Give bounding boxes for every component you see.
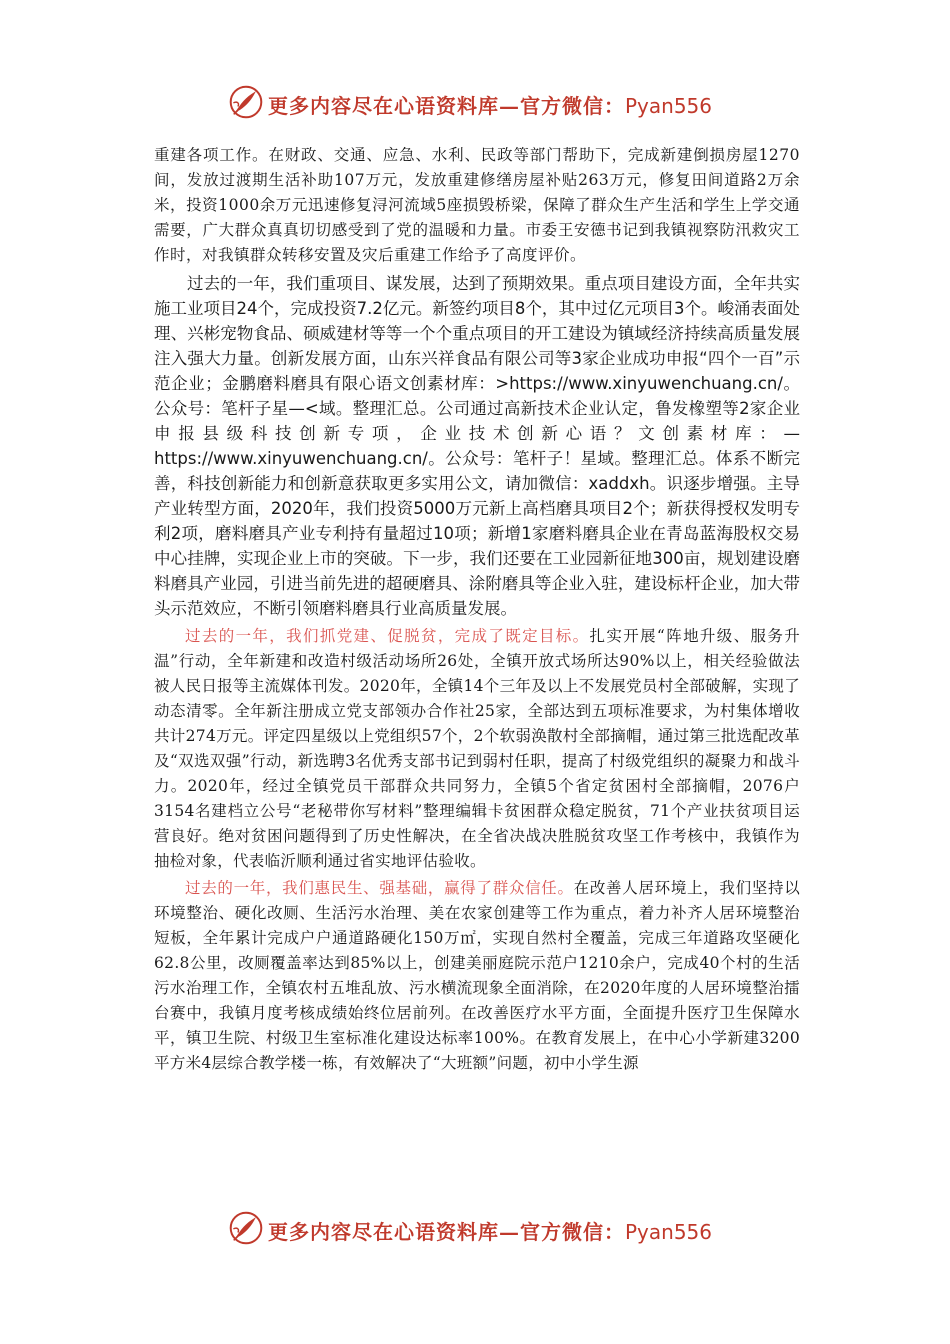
paragraph-1: 重建各项工作。在财政、交通、应急、水利、民政等部门帮助下，完成新建倒损房屋1270间，发放过渡期生活补助107万元，发放重建修缮房屋补贴263万元，修复田间道路2万余米，投资1000余万元迅速修复浔河流域5座损毁桥梁，保障了群众生产生活和学生上学交通需要，广大群众真真切切感受到了党的温暖和力量。市委王安德书记到我镇视察防汛救灾工作时，对我镇群众转移安置及灾后重建工作给予了高度评价。 [154, 146, 800, 264]
footer-banner-text: 更多内容尽在心语资料库—官方微信：Pyan556 [268, 1219, 713, 1244]
header-wechat-id: Pyan556 [625, 93, 713, 118]
quill-pen-icon [228, 1210, 264, 1250]
paragraph-3 [154, 624, 800, 874]
paragraph-4-body: 在改善人居环境上，我们坚持以环境整治、硬化改厕、生活污水治理、美在农家创建等工作为重点，着力补齐人居环境整治短板，全年累计完成户户通道路硬化150万㎡，实现自然村全覆盖，完成三年道路攻坚硬化62.8公里，改厕覆盖率达到85%以上，创建美丽庭院示范户1210余户，完成40个村的生活污水治理工作，全镇农村五堆乱放、污水横流现象全面消除，在2020年度的人居环境整治擂台赛中，我镇月度考核成绩始终位居前列。在改善医疗水平方面，全面提升医疗卫生保障水平，镇卫生院、村级卫生室标准化建设达标率100%。在教育发展上，在中心小学新建3200平方米4层综合教学楼一栋，有效解决了“大班额”问题，初中小学生源 [154, 879, 801, 1072]
paragraph-2: 过去的一年，我们重项目、谋发展，达到了预期效果。重点项目建设方面，全年共实施工业项目24个，完成投资7.2亿元。新签约项目8个，其中过亿元项目3个。峻涌表面处理、兴彬宠物食品、硕威建材等等一个个重点项目的开工建设为镇域经济持续高质量发展注入强大力量。创新发展方面，山东兴祥食品有限公司等3家企业成功申报“四个一百”示范企业；金鹏磨料磨具有限心语文创素材库：>https://www.xinyuwenchuang.cn/。公众号：笔杆子星—<域。整理汇总。公司通过高新技术企业认定，鲁发橡塑等2家企业申报县级科技创新专项，企业技术创新心语？文创素材库：—https://www.xinyuwenchuang.cn/。公众号：笔杆子！星域。整理汇总。体系不断完善，科技创新能力和创新意获取更多实用公文，请加微信：xaddxh。识逐步增强。主导产业转型方面，2020年，我们投资5000万元新上高档磨具项目2个；新获得授权发明专利2项，磨料磨具产业专利持有量超过10项；新增1家磨料磨具企业在青岛蓝海股权交易中心挂牌，实现企业上市的突破。下一步，我们还要在工业园新征地300亩，规划建设磨料磨具产业园，引进当前先进的超硬磨具、涂附磨具等企业入驻，建设标杆企业，加大带头示范效应，不断引领磨料磨具行业高质量发展。 [154, 274, 800, 618]
paragraph-3-body: 扎实开展“阵地升级、服务升温”行动，全年新建和改造村级活动场所26处，全镇开放式场所达90%以上，相关经验做法被人民日报等主流媒体刊发。2020年，全镇14个三年及以上不发展党员村全部破解，实现了动态清零。全年新注册成立党支部领办合作社25家，全部达到五项标准要求，为村集体增收共计274万元。评定四星级以上党组织57个，2个软弱涣散村全部摘帽，通过第三批选配改革及“双选双强”行动，新选聘3名优秀支部书记到弱村任职，提高了村级党组织的凝聚力和战斗力。2020年，经过全镇党员干部群众共同努力，全镇5个省定贫困村全部摘帽，2076户3154名建档立公号“老秘带你写材料”整理编辑卡贫困群众稳定脱贫，71个产业扶贫项目运营良好。绝对贫困问题得到了历史性解决，在全省决战决胜脱贫攻坚工作考核中，我镇作为抽检对象，代表临沂顺利通过省实地评估验收。 [154, 627, 800, 870]
document-body [154, 143, 800, 1076]
quill-pen-icon [228, 84, 264, 124]
paragraph-3-lead: 过去的一年，我们抓党建、促脱贫，完成了既定目标。 [185, 627, 590, 645]
footer-wechat-id: Pyan556 [625, 1219, 713, 1244]
header-banner-text: 更多内容尽在心语资料库—官方微信：Pyan556 [268, 93, 713, 118]
paragraph-4-lead: 过去的一年，我们惠民生、强基础，赢得了群众信任。 [185, 879, 574, 897]
footer-banner[interactable] [228, 1210, 748, 1250]
paragraph-4 [154, 876, 800, 1076]
header-banner[interactable] [228, 84, 748, 124]
